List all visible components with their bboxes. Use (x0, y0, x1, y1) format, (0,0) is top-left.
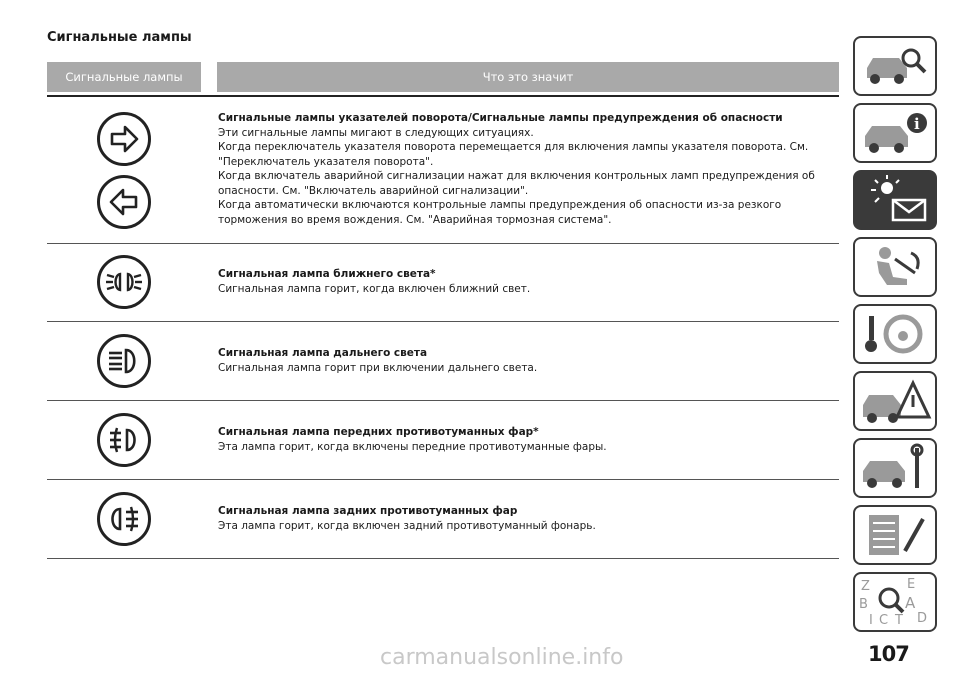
rear-fog-light-icon (97, 492, 151, 546)
car-accident-warning-icon (855, 373, 935, 429)
tab-car-accident[interactable] (853, 371, 937, 431)
tab-seat-airbag[interactable] (853, 237, 937, 297)
row-text (218, 111, 838, 227)
table-header (47, 62, 839, 92)
svg-text:i: i (914, 115, 920, 133)
car-search-icon (855, 38, 935, 94)
row-title: Сигнальные лампы указателей поворота/Сигнальные лампы предупреждения об опасности (218, 112, 783, 124)
row-line: Когда переключатель указателя поворота перемещается для включения лампы указателя поворота. См. "Переключатель указателя поворота". (218, 141, 809, 168)
tab-index[interactable] (853, 572, 937, 632)
seat-airbag-icon (855, 239, 935, 295)
low-beam-icon (97, 255, 151, 309)
row-line: Сигнальная лампа горит при включении дальнего света. (218, 361, 538, 374)
row-line: Когда включатель аварийной сигнализации нажат для включения контрольных ламп предупреждения об опасности. См. "Включатель аварийной сигнализации". (218, 170, 815, 197)
svg-text:Z: Z (861, 579, 870, 594)
high-beam-icon (97, 334, 151, 388)
tab-car-info[interactable] (853, 103, 937, 163)
table-row-high-beam (47, 322, 839, 401)
row-title: Сигнальная лампа дальнего света (218, 347, 428, 359)
tab-warning-lights[interactable] (853, 170, 937, 230)
alphabetical-index-icon (855, 574, 935, 630)
row-line: Эта лампа горит, когда включен задний противотуманный фонарь. (218, 519, 596, 532)
row-line: Эти сигнальные лампы мигают в следующих ситуациях. (218, 126, 534, 139)
specifications-list-icon (855, 507, 935, 563)
page-number: 107 (868, 642, 909, 666)
svg-text:B: B (859, 597, 868, 612)
tab-car-search[interactable] (853, 36, 937, 96)
steering-wheel-key-icon (855, 306, 935, 362)
turn-signal-right-icon (97, 112, 151, 166)
row-text (218, 425, 838, 454)
row-text (218, 346, 838, 375)
svg-text:C: C (879, 613, 889, 628)
svg-text:I: I (869, 613, 873, 628)
front-fog-light-icon (97, 413, 151, 467)
icon-cell (47, 401, 201, 479)
turn-signal-left-icon (97, 175, 151, 229)
svg-text:D: D (917, 611, 928, 626)
tab-specifications[interactable] (853, 505, 937, 565)
row-title: Сигнальная лампа ближнего света* (218, 268, 436, 280)
svg-text:A: A (905, 594, 916, 612)
row-title: Сигнальная лампа задних противотуманных фар (218, 505, 518, 517)
icon-cell (47, 97, 201, 243)
table-row-low-beam (47, 244, 839, 322)
column-header-meaning: Что это значит (217, 62, 839, 92)
row-line: Когда автоматически включаются контрольные лампы предупреждения об опасности из-за резкого торможения во время вождения. См. "Аварийная тормозная система". (218, 199, 782, 226)
watermark: carmanualsonline.info (380, 645, 624, 670)
row-text (218, 267, 838, 296)
svg-text:E: E (907, 577, 916, 592)
svg-text:T: T (895, 613, 903, 628)
row-line: Сигнальная лампа горит, когда включен ближний свет. (218, 282, 531, 295)
icon-cell (47, 244, 201, 321)
icon-cell (47, 322, 201, 400)
table-row-turn-signals (47, 97, 839, 244)
car-service-tools-icon (855, 440, 935, 496)
warning-lights-message-icon (855, 172, 935, 228)
table-row-rear-fog (47, 480, 839, 559)
car-info-icon (855, 105, 935, 161)
row-title: Сигнальная лампа передних противотуманных фар* (218, 426, 539, 438)
section-title: Сигнальные лампы (47, 30, 192, 45)
row-line: Эта лампа горит, когда включены передние противотуманные фары. (218, 440, 607, 453)
table-row-front-fog (47, 401, 839, 480)
column-header-icons: Сигнальные лампы (47, 62, 201, 92)
icon-cell (47, 480, 201, 558)
row-text (218, 504, 838, 533)
tab-steering-wheel[interactable] (853, 304, 937, 364)
tab-car-service[interactable] (853, 438, 937, 498)
